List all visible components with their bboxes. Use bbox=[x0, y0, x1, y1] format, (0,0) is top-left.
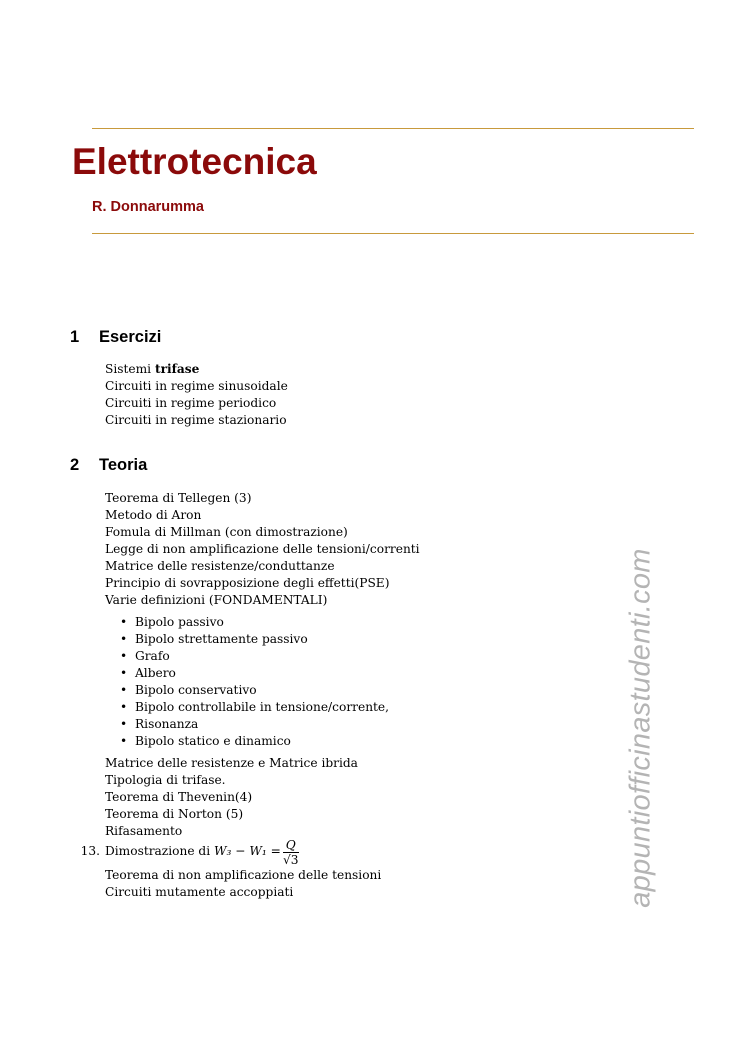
bottom-rule bbox=[92, 233, 694, 234]
bullet-icon: • bbox=[120, 666, 128, 680]
top-rule bbox=[92, 128, 694, 129]
section-heading-teoria bbox=[70, 454, 147, 476]
document-author: R. Donnarumma bbox=[92, 199, 204, 215]
formula-lhs: W₃ − W₁ = bbox=[213, 844, 281, 858]
section-title: Esercizi bbox=[99, 328, 162, 346]
bullet-icon: • bbox=[120, 700, 128, 714]
section-title: Teoria bbox=[99, 456, 148, 474]
watermark-text: appuntiofficinastudenti.com bbox=[624, 548, 657, 908]
section-heading-esercizi bbox=[70, 326, 161, 348]
bullet-icon: • bbox=[120, 717, 128, 731]
bullet-icon: • bbox=[120, 632, 128, 646]
document-title: Elettrotecnica bbox=[72, 141, 317, 182]
section-number: 2 bbox=[70, 456, 80, 474]
fraction-denominator: √3 bbox=[283, 853, 299, 867]
bullet-icon: • bbox=[120, 734, 128, 748]
bullet-icon: • bbox=[120, 649, 128, 663]
formula-fraction bbox=[283, 838, 299, 867]
bullet-icon: • bbox=[120, 683, 128, 697]
bold-term: trifase bbox=[154, 362, 200, 376]
section-number: 1 bbox=[70, 328, 80, 346]
formula-list-item: 13. Dimostrazione di W₃ − W₁ = $\frac{Q}{√3}$ bbox=[80, 838, 299, 867]
bullet-icon: • bbox=[120, 615, 128, 629]
fraction-numerator: Q bbox=[283, 838, 299, 853]
